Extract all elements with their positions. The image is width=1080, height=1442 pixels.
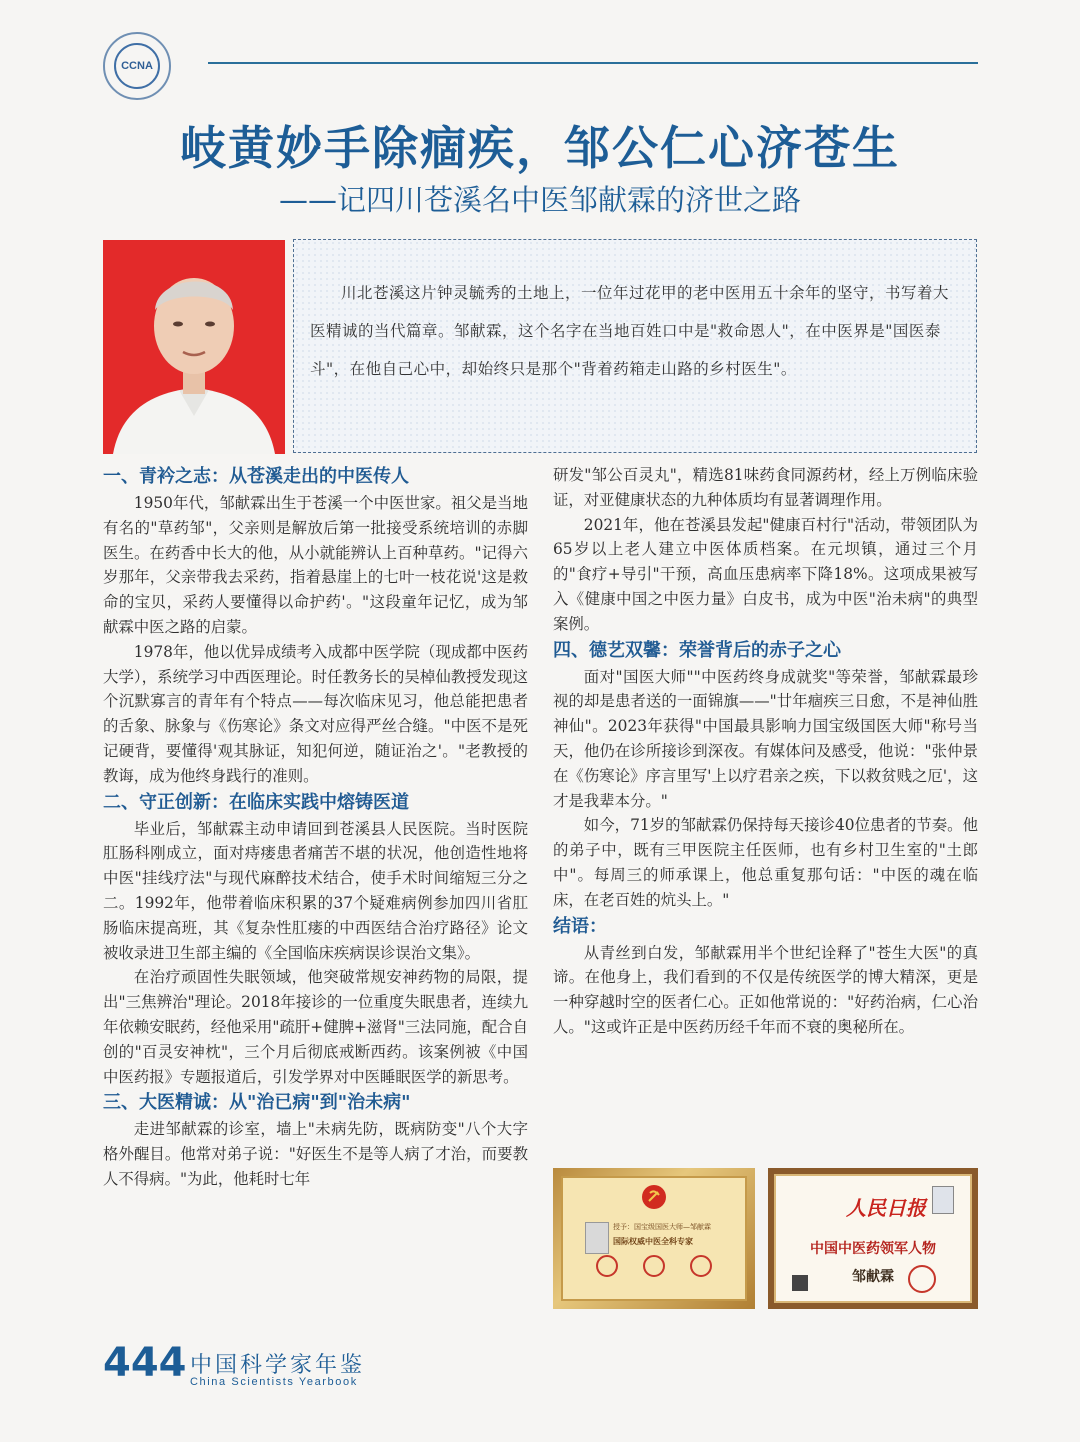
ccna-logo [103, 32, 171, 100]
seal-icon [596, 1255, 618, 1277]
award-certificate-peoples-daily [768, 1168, 978, 1309]
section-2-paragraph-1: 毕业后，邹献霖主动申请回到苍溪县人民医院。当时医院肛肠科刚成立，面对痔瘘患者痛苦不堪的状况，他创造性地将中医"挂线疗法"与现代麻醉技术结合，使手术时间缩短三分之二。1992年，他带着临床积累的37个疑难病例参加四川省肛肠临床提高班，其《复杂性肛瘘的中西医结合治疗路径》论文被收录进卫生部主编的《全国临床疾病误诊误治文集》。 [103, 819, 528, 962]
cert2-brand: 人民日报 [846, 1196, 926, 1220]
section-3-paragraph-1a: 走进邹献霖的诊室，墙上"未病先防，既病防变"八个大字格外醒目。他常对弟子说："好医生不是等人病了才治，而要教人不得病。"为此，他耗时七年 [103, 1120, 528, 1188]
section-4-paragraph-1: 面对"国医大师""中医药终身成就奖"等荣誉，邹献霖最珍视的却是患者送的一面锦旗——"廿年痼疾三日愈，不是神仙胜神仙"。2023年获得"中国最具影响力国宝级国医大师"称号当天，他仍在诊所接诊到深夜。有媒体问及感受，他说："张仲景在《伤寒论》序言里写'上以疗君亲之疾，下以救贫贱之厄'，这才是我辈本分。" [553, 667, 978, 810]
seal-icon [908, 1265, 936, 1293]
portrait-photo [103, 240, 285, 454]
qr-code-icon [792, 1275, 808, 1291]
cert1-line1: 授予：国宝级国医大师—邹献霖 [613, 1223, 711, 1231]
section-1-paragraph-2: 1978年，他以优异成绩考入成都中医学院（现成都中医药大学），系统学习中西医理论。时任教务长的吴棹仙教授发现这个沉默寡言的青年有个特点——每次临床见习，他总能把患者的舌象、脉象与《伤寒论》条文对应得严丝合缝。"中医不是死记硬背，要懂得'观其脉证，知犯何逆，随证治之'。"老教授的教诲，成为他终身践行的准则。 [103, 642, 528, 785]
certificate-photo [585, 1222, 609, 1254]
award-certificate-gold [553, 1168, 755, 1309]
cert1-line2: 国际权威中医全科专家 [613, 1237, 693, 1246]
certificate-photo [932, 1186, 954, 1214]
portrait-figure [103, 240, 285, 454]
page-number: 444 [103, 1340, 187, 1386]
cert2-name: 邹献霖 [852, 1269, 894, 1285]
seal-icon [690, 1255, 712, 1277]
intro-box [293, 239, 977, 453]
article-title: 岐黄妙手除痼疾，邹公仁心济苍生 [180, 121, 900, 175]
seal-row [583, 1255, 725, 1277]
article-subtitle: ——记四川苍溪名中医邹献霖的济世之路 [278, 183, 801, 217]
section-1-paragraph-1: 1950年代，邹献霖出生于苍溪一个中医世家。祖父是当地有名的"草药邹"，父亲则是解放后第一批接受系统培训的赤脚医生。在药香中长大的他，从小就能辨认上百种草药。"记得六岁那年，父亲带我去采药，指着悬崖上的七叶一枝花说'这是救命的宝贝，采药人要懂得以命护药'。"这段童年记忆，成为邹献霖中医之路的启蒙。 [103, 494, 528, 636]
article-column-right [553, 463, 978, 1040]
logo-text: CCNA [114, 43, 160, 89]
intro-text: 川北苍溪这片钟灵毓秀的土地上，一位年过花甲的老中医用五十余年的坚守，书写着大医精诚的当代篇章。邹献霖，这个名字在当地百姓口中是"救命恩人"，在中医界是"国医泰斗"，在他自己心中，却始终只是那个"背着药箱走山路的乡村医生"。 [310, 284, 950, 378]
yearbook-brand-cn: 中国科学家年鉴 [190, 1353, 366, 1378]
header-rule [208, 62, 978, 64]
section-4-heading: 四、德艺双馨：荣誉背后的赤子之心 [553, 639, 841, 661]
section-2-paragraph-2: 在治疗顽固性失眠领域，他突破常规安神药物的局限，提出"三焦辨治"理论。2018年接诊的一位重度失眠患者，连续九年依赖安眠药，经他采用"疏肝+健脾+滋肾"三法同施，配合自创的"百灵安神枕"，三个月后彻底戒断西药。该案例被《中国中医药报》专题报道后，引发学界对中医睡眠医学的新思考。 [103, 968, 528, 1086]
yearbook-brand-en: China Scientists Yearbook [190, 1376, 358, 1388]
section-3-heading: 三、大医精诚：从"治已病"到"治未病" [103, 1092, 411, 1114]
section-4-paragraph-2: 如今，71岁的邹献霖仍保持每天接诊40位患者的节奏。他的弟子中，既有三甲医院主任医师，也有乡村卫生室的"土郎中"。每周三的师承课上，他总重复那句话："中医的魂在临床，在老百姓的炕头上。" [553, 816, 978, 909]
section-3-paragraph-2: 2021年，他在苍溪县发起"健康百村行"活动，带领团队为65岁以上老人建立中医体质档案。在元坝镇，通过三个月的"食疗+导引"干预，高血压患病率下降18%。这项成果被写入《健康中国之中医力量》白皮书，成为中医"治未病"的典型案例。 [553, 515, 978, 633]
seal-icon [643, 1255, 665, 1277]
conclusion-paragraph: 从青丝到白发，邹献霖用半个世纪诠释了"苍生大医"的真谛。在他身上，我们看到的不仅是传统医学的博大精深，更是一种穿越时空的医者仁心。正如他常说的："好药治病，仁心治人。"这或许正是中医药历经千年而不衰的奥秘所在。 [553, 943, 978, 1036]
section-1-heading: 一、青衿之志：从苍溪走出的中医传人 [103, 466, 409, 487]
article-column-left [103, 463, 528, 1192]
section-2-heading: 二、守正创新：在临床实践中熔铸医道 [103, 791, 409, 813]
party-emblem-icon [563, 1184, 745, 1214]
section-3-paragraph-1b: 研发"邹公百灵丸"，精选81味药食同源药材，经上万例临床验证，对亚健康状态的九种体质均有显著调理作用。 [553, 466, 978, 509]
conclusion-heading: 结语： [553, 915, 607, 937]
cert2-title: 中国中医药领军人物 [810, 1241, 936, 1257]
